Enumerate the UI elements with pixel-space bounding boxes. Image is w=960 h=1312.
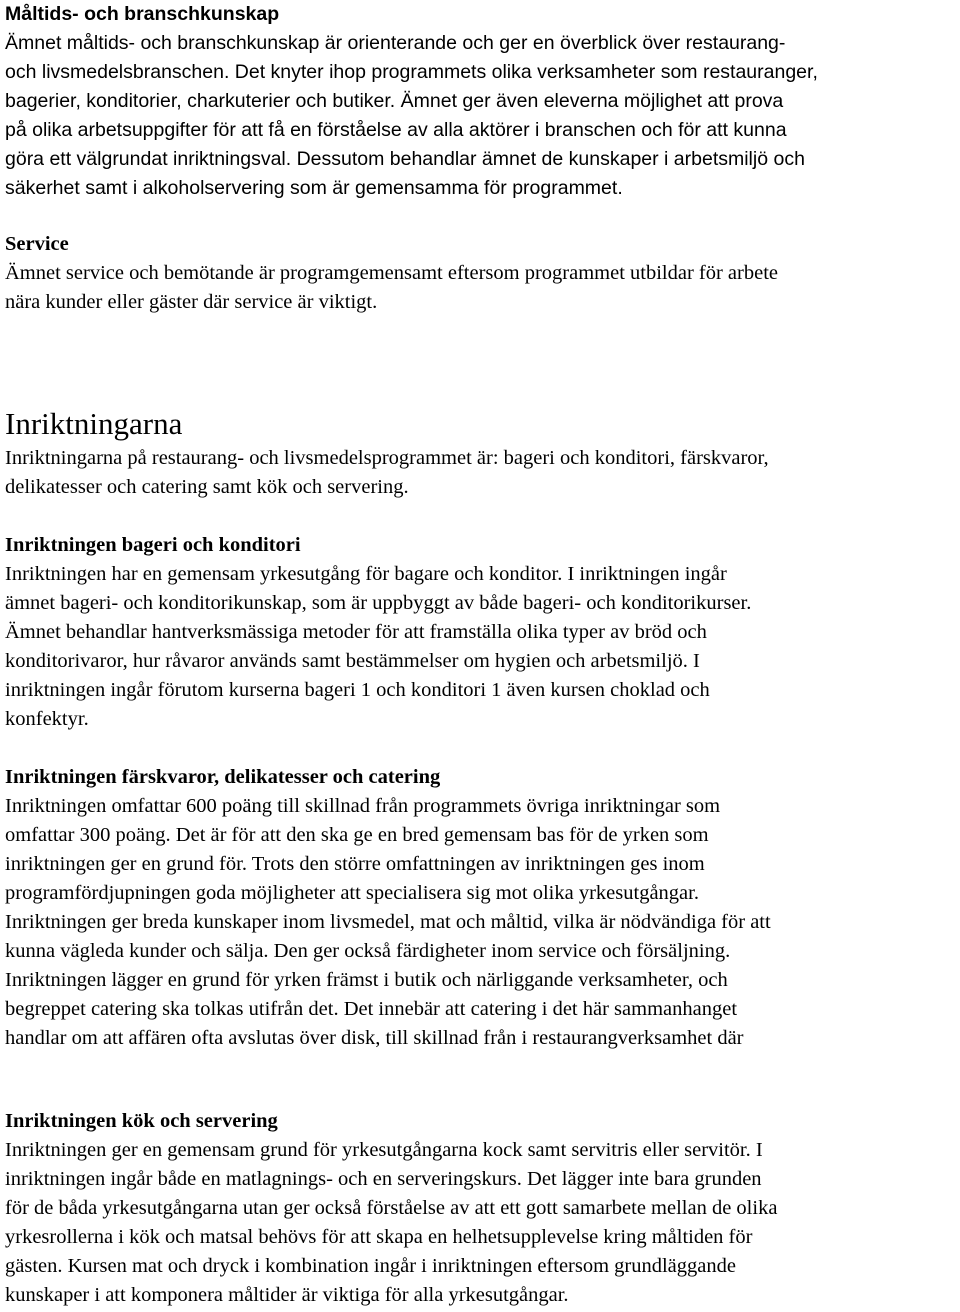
text-line: gästen. Kursen mat och dryck i kombination ingår i inriktningen eftersom grundläggande — [5, 1255, 736, 1277]
section-heading: Måltids- och branschkunskap — [5, 3, 280, 25]
text-line: Ämnet service och bemötande är programgemensamt eftersom programmet utbildar för arbete — [5, 262, 779, 284]
section-heading: Inriktningen kök och servering — [5, 1110, 278, 1132]
text-line: Inriktningarna på restaurang- och livsmedelsprogrammet är: bageri och konditori, färskvaror, — [5, 447, 769, 469]
section-maltids-och-branschkunskap — [5, 0, 960, 203]
text-line: delikatesser och catering samt kök och servering. — [5, 476, 409, 498]
text-line: Inriktningen ger en gemensam grund för yrkesutgångarna kock samt servitris eller servitör. I — [5, 1139, 763, 1161]
text-line: för de båda yrkesutgångarna utan ger också förståelse av att ett gott samarbete mellan de olika — [5, 1197, 778, 1219]
text-line: Inriktningen ger breda kunskaper inom livsmedel, mat och måltid, vilka är nödvändiga för att — [5, 911, 771, 933]
chapter-heading: Inriktningarna — [5, 406, 183, 441]
text-line: nära kunder eller gäster där service är viktigt. — [5, 291, 378, 313]
text-line: handlar om att affären ofta avslutas över disk, till skillnad från i restaurangverksamhet där — [5, 1027, 744, 1049]
text-line: Inriktningen lägger en grund för yrken främst i butik och närliggande verksamheter, och — [5, 969, 728, 991]
text-line: Inriktningen omfattar 600 poäng till skillnad från programmets övriga inriktningar som — [5, 795, 721, 817]
text-line: begreppet catering ska tolkas utifrån det. Det innebär att catering i det här sammanhanget — [5, 998, 738, 1020]
text-line: säkerhet samt i alkoholservering som är gemensamma för programmet. — [5, 177, 623, 199]
text-line: konfektyr. — [5, 708, 89, 730]
section-heading: Service — [5, 233, 69, 255]
section-service — [5, 230, 960, 317]
text-line: konditorivaror, hur råvaror används samt bestämmelser om hygien och arbetsmiljö. I — [5, 650, 700, 672]
text-line: inriktningen ingår både en matlagnings- och en serveringskurs. Det lägger inte bara grunden — [5, 1168, 762, 1190]
text-line: inriktningen ingår förutom kurserna bageri 1 och konditori 1 även kursen choklad och — [5, 679, 710, 701]
text-line: Inriktningen har en gemensam yrkesutgång för bagare och konditor. I inriktningen ingår — [5, 563, 727, 585]
text-line: göra ett välgrundat inriktningsval. Dessutom behandlar ämnet de kunskaper i arbetsmiljö och — [5, 148, 805, 170]
text-line: och livsmedelsbranschen. Det knyter ihop programmets olika verksamheter som restauranger, — [5, 61, 818, 83]
text-line: kunskaper i att komponera måltider är viktiga för alla yrkesutgångar. — [5, 1284, 569, 1306]
text-line: programfördjupningen goda möjligheter att specialisera sig mot olika yrkesutgångar. — [5, 882, 699, 904]
section-inriktningen-bageri-och-konditori — [5, 531, 960, 734]
section-heading: Inriktningen bageri och konditori — [5, 534, 301, 556]
text-line: bagerier, konditorier, charkuterier och butiker. Ämnet ger även eleverna möjlighet att prova — [5, 90, 784, 112]
text-line: på olika arbetsuppgifter för att få en förståelse av alla aktörer i branschen och för att kunna — [5, 119, 787, 141]
section-inriktningarna — [5, 404, 960, 502]
text-line: inriktningen ger en grund för. Trots den större omfattningen av inriktningen ges inom — [5, 853, 705, 875]
text-line: ämnet bageri- och konditorikunskap, som är uppbyggt av både bageri- och konditorikurser. — [5, 592, 752, 614]
text-line: Ämnet måltids- och branschkunskap är orienterande och ger en överblick över restaurang- — [5, 32, 786, 54]
text-line: omfattar 300 poäng. Det är för att den ska ge en bred gemensam bas för de yrken som — [5, 824, 709, 846]
section-inriktningen-farskvaror — [5, 763, 960, 1053]
section-heading: Inriktningen färskvaror, delikatesser och catering — [5, 766, 441, 788]
text-line: yrkesrollerna i kök och matsal behövs för att skapa en helhetsupplevelse kring måltiden för — [5, 1226, 753, 1248]
text-line: kunna vägleda kunder och sälja. Den ger också färdigheter inom service och försäljning. — [5, 940, 731, 962]
text-line: Ämnet behandlar hantverksmässiga metoder för att framställa olika typer av bröd och — [5, 621, 707, 643]
section-inriktningen-kok-och-servering — [5, 1107, 960, 1310]
